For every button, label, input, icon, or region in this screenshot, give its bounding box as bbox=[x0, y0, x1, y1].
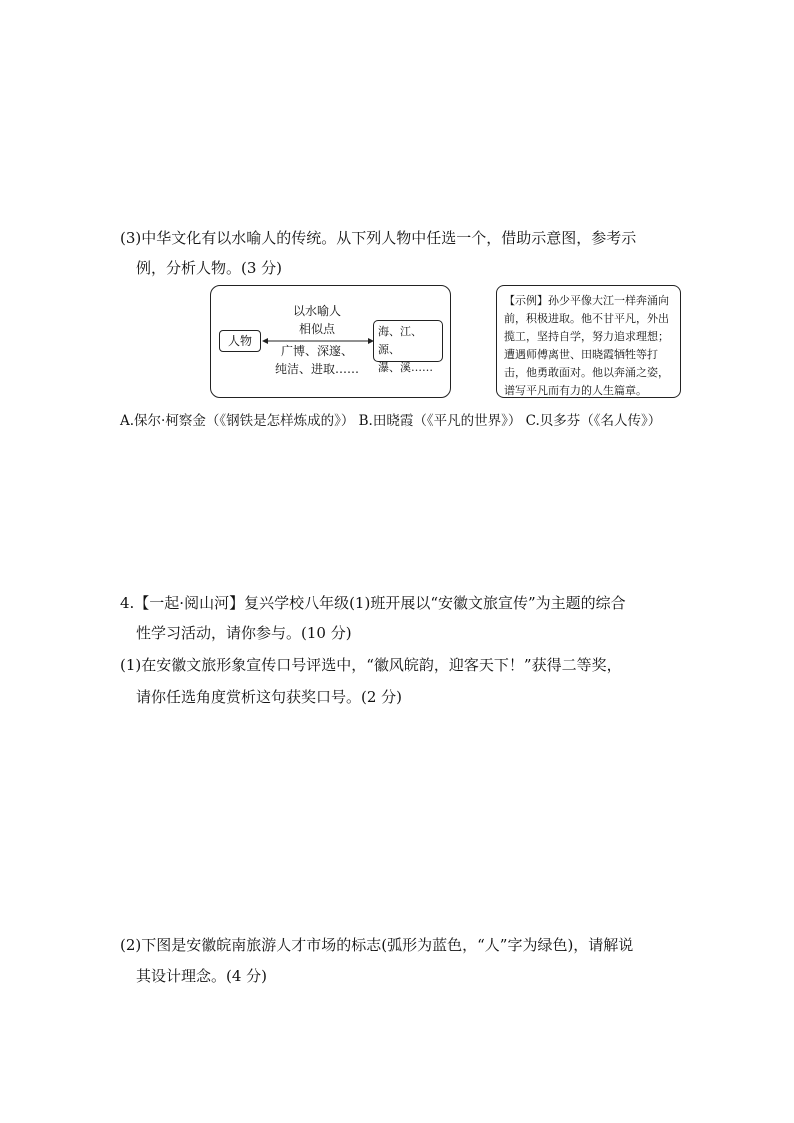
diagram-label-bottom1: 广博、深邃、 bbox=[280, 344, 353, 358]
water-line1: 海、江、源、 bbox=[378, 325, 422, 356]
example-box: 【示例】孙少平像大江一样奔涌向前，积极进取。他不甘平凡，外出揽工，坚持自学，努力追求理想；遭遇师傅离世、田晓霞牺牲等打击，他勇敢面对。他以奔涌之姿，谱写平凡而有力的人生篇章。 bbox=[496, 285, 681, 398]
q4-sub1-line2: 请你任选角度赏析这句获奖口号。(2 分) bbox=[136, 688, 403, 706]
diagram-label-top1: 以水喻人 bbox=[292, 304, 341, 318]
q4-sub2-line2: 其设计理念。(4 分) bbox=[136, 967, 268, 985]
diagram-label-bottom2: 纯洁、进取…… bbox=[274, 362, 359, 376]
q4-sub1-line1: (1)在安徽文旅形象宣传口号评选中，“徽风皖韵，迎客天下！”获得二等奖， bbox=[120, 656, 622, 674]
q3-text-line1: (3)中华文化有以水喻人的传统。从下列人物中任选一个，借助示意图，参考示 bbox=[120, 229, 637, 247]
q3-text-line2: 例，分析人物。(3 分) bbox=[136, 259, 283, 277]
water-line2: 瀑、溪…… bbox=[378, 361, 433, 374]
diagram-label-top2: 相似点 bbox=[298, 322, 335, 336]
q4-title-line1: 4.【一起·阅山河】复兴学校八年级(1)班开展以“安徽文旅宣传”为主题的综合 bbox=[120, 594, 626, 612]
water-box bbox=[373, 320, 443, 374]
q4-sub2-line1: (2)下图是安徽皖南旅游人才市场的标志(弧形为蓝色，“人”字为绿色)，请解说 bbox=[120, 936, 634, 954]
person-box: 人物 bbox=[219, 330, 261, 352]
q4-title-line2: 性学习活动，请你参与。(10 分) bbox=[136, 624, 352, 642]
options-line: A.保尔·柯察金（《钢铁是怎样炼成的》） B.田晓霞（《平凡的世界》） C.贝多芬（《名人传》） bbox=[120, 413, 662, 429]
